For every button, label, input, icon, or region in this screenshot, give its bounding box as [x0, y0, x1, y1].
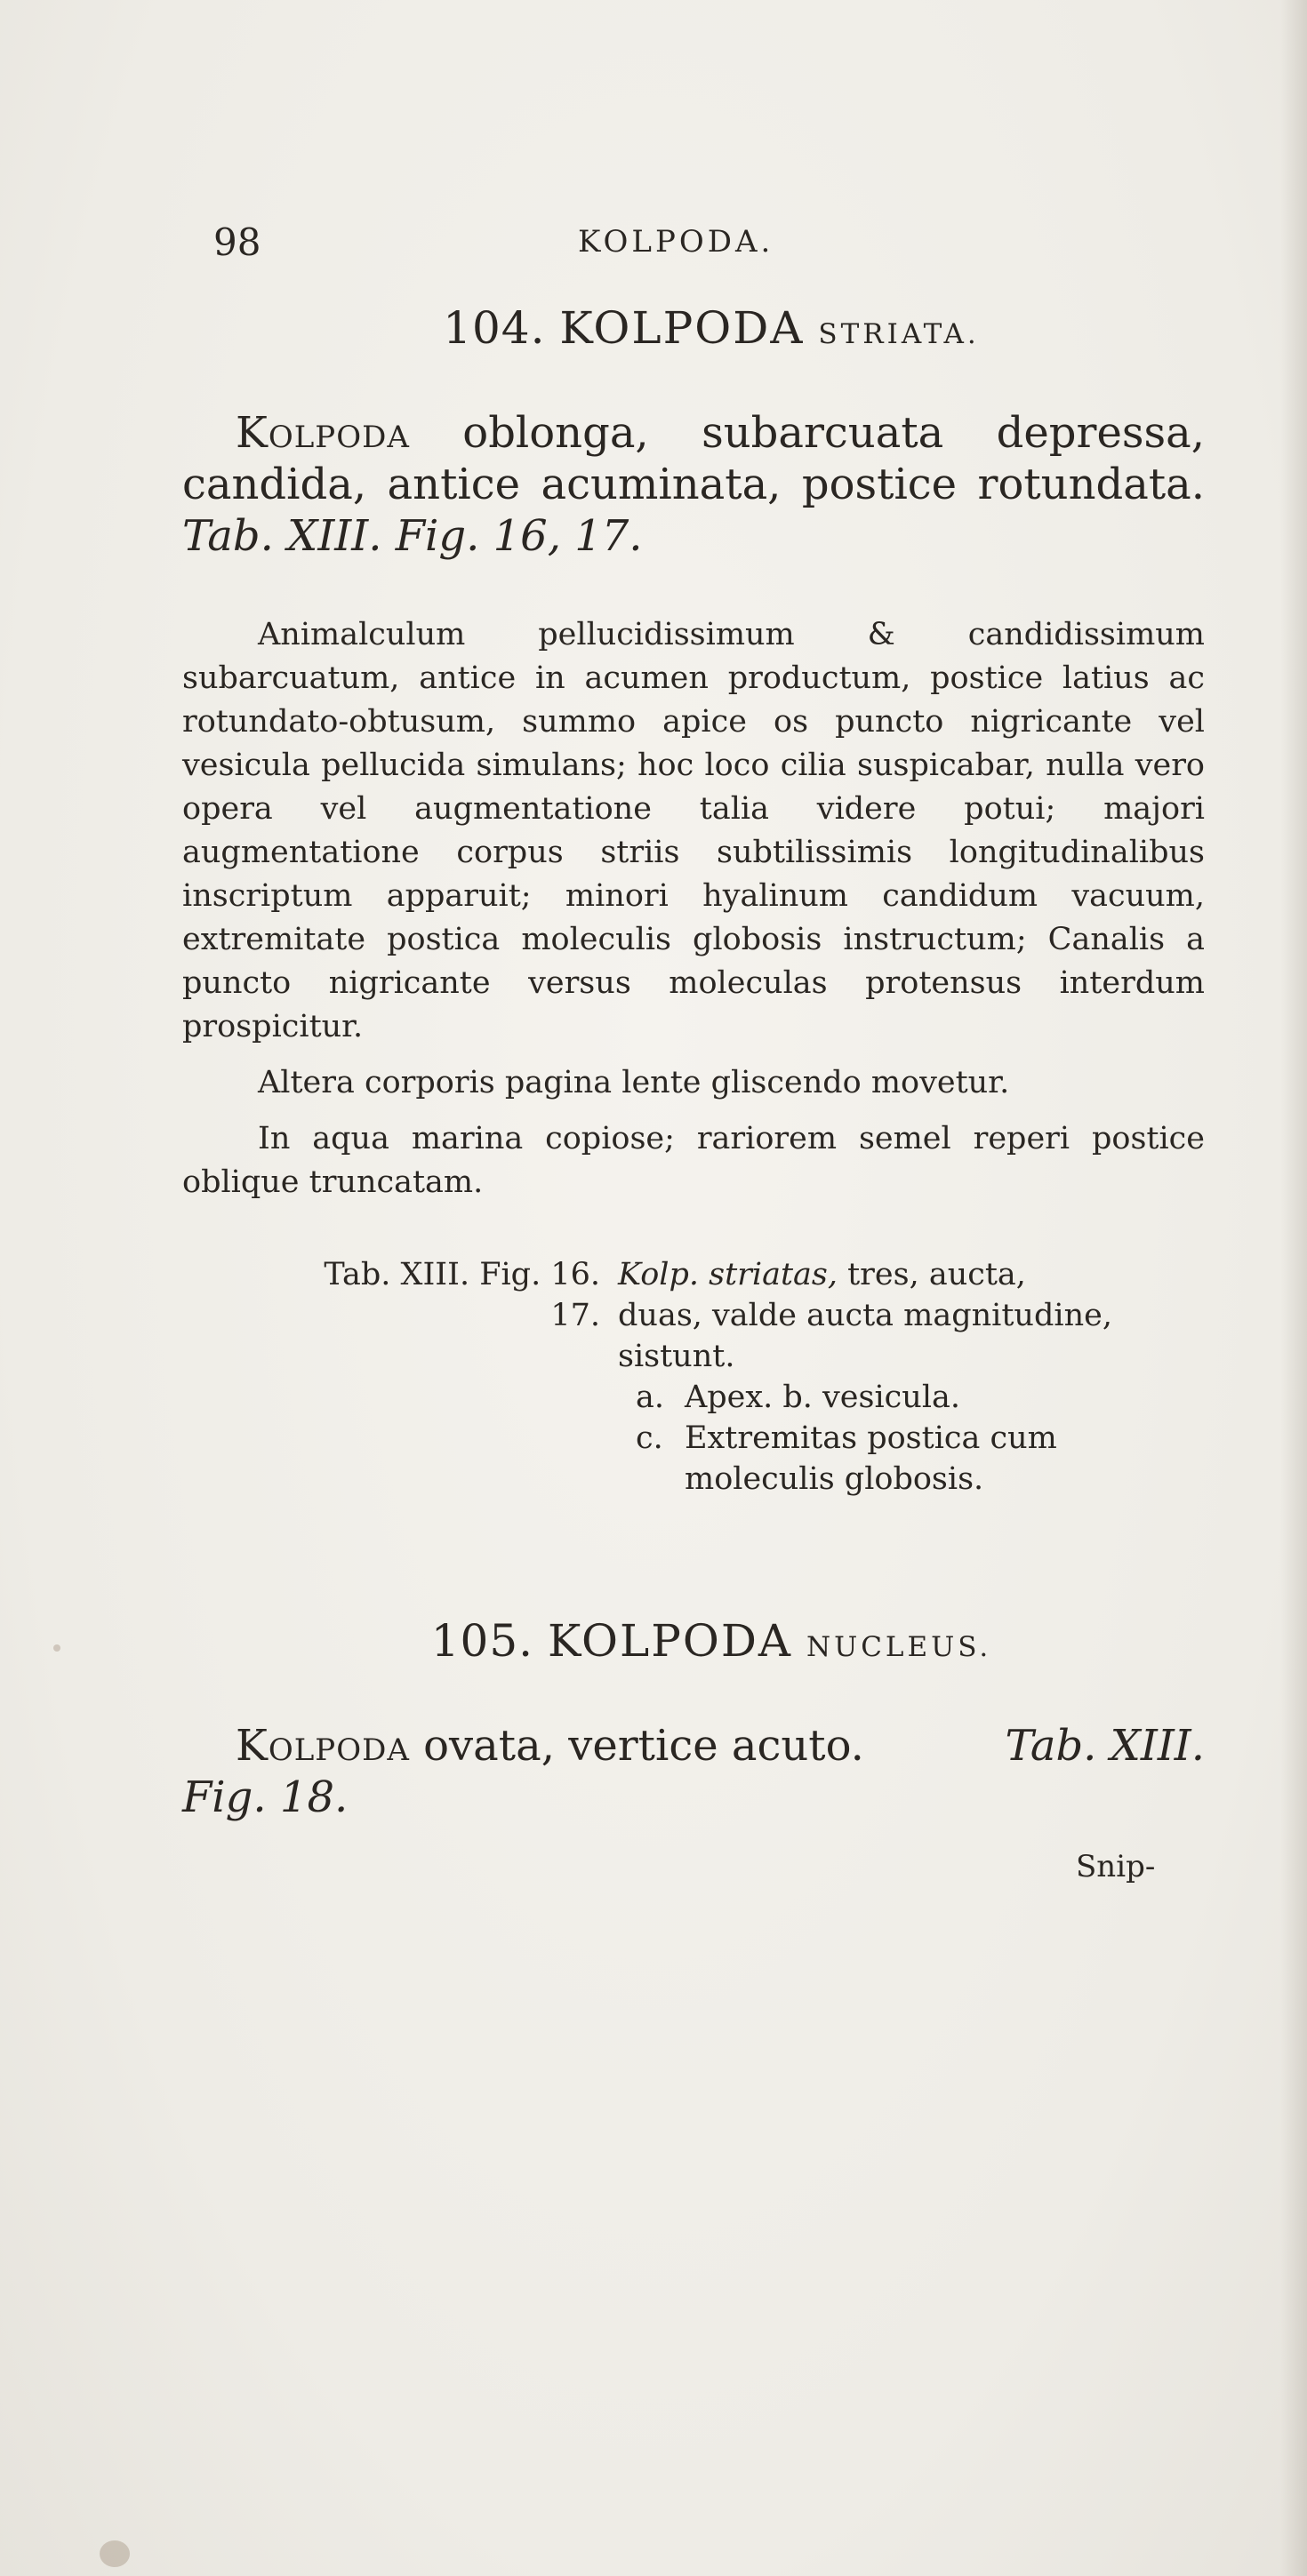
page-content: [182, 302, 1205, 1875]
page-number: 98: [213, 220, 261, 264]
plate-figure-ref: Tab. XIII. Fig. 16.: [324, 1257, 600, 1292]
plate-description: duas, valde aucta magnitudine, sistunt.: [618, 1298, 1112, 1374]
diagnosis-figure-ref: Fig. 16, 17.: [395, 511, 643, 561]
description-paragraph: Animalculum pellucidissimum & candidissimum subarcuatum, antice in acumen productum, postice latius ac rotundato-obtusum, summo apice os puncto nigricante vel vesicula pellucida simulans; hoc loco cilia suspicabar, nulla vero opera vel augmentatione talia videre potui; majori augmentatione corpus striis subtilissimis longitudinalibus inscriptum apparuit; minori hyalinum candidum vacuum, extremitate postica moleculis globosis instructum; Canalis a puncto nigricante versus moleculas protensus interdum prospicitur.: [182, 617, 1205, 1044]
plate-sub-item: [182, 1418, 1205, 1500]
species-heading-104: [182, 302, 1205, 354]
page-edge-shadow: [1280, 0, 1307, 2576]
species-heading-105: [182, 1615, 1205, 1667]
plate-row: [182, 1254, 1205, 1295]
page-header: [213, 220, 818, 274]
plate-sub-text: Extremitas postica cum moleculis globosis.: [685, 1420, 1057, 1497]
plate-explanation: [182, 1254, 1205, 1500]
species-genus: KOLPODA: [559, 302, 805, 354]
species-genus: KOLPODA: [547, 1615, 793, 1667]
plate-sub-text: Apex. b. vesicula.: [685, 1380, 961, 1415]
species-epithet: STRIATA.: [818, 318, 980, 350]
plate-sub-letter: c.: [636, 1420, 663, 1456]
description-paragraph: In aqua marina copiose; rariorem semel reperi postice oblique truncatam.: [182, 1121, 1205, 1200]
plate-figure-name: Kolp. striatas,: [618, 1257, 838, 1292]
foxing-spot: [100, 2540, 130, 2567]
foxing-spot: [53, 1644, 60, 1652]
diagnosis-plate-ref: Tab. XIII.: [1005, 1721, 1205, 1771]
running-head: KOLPODA.: [578, 224, 774, 260]
plate-desc-text: tres, aucta,: [847, 1257, 1026, 1292]
species-diagnosis-104: [182, 407, 1205, 562]
diagnosis-figure-ref: Fig. 18.: [182, 1772, 349, 1822]
species-number: 105.: [430, 1615, 534, 1667]
plate-row: [182, 1295, 1205, 1377]
diagnosis-genus: Kolpoda: [236, 408, 410, 458]
diagnosis-plate-ref: Tab. XIII.: [182, 511, 382, 561]
diagnosis-text: oblonga, subarcuata depressa, candida, antice acuminata, postice rotundata.: [182, 408, 1205, 509]
catchword: Snip-: [1076, 1849, 1156, 1884]
species-epithet: NUCLEUS.: [806, 1631, 992, 1663]
species-number: 104.: [443, 302, 546, 354]
plate-sub-letter: a.: [636, 1380, 664, 1415]
plate-sub-item: [182, 1377, 1205, 1418]
diagnosis-genus: Kolpoda: [236, 1721, 410, 1771]
species-diagnosis-105: [182, 1720, 1205, 1823]
description-paragraph: Altera corporis pagina lente gliscendo movetur.: [258, 1065, 1010, 1100]
plate-figure-ref: 17.: [550, 1298, 600, 1333]
diagnosis-text: ovata, vertice acuto.: [423, 1721, 864, 1771]
plate-description: [618, 1254, 1196, 1295]
